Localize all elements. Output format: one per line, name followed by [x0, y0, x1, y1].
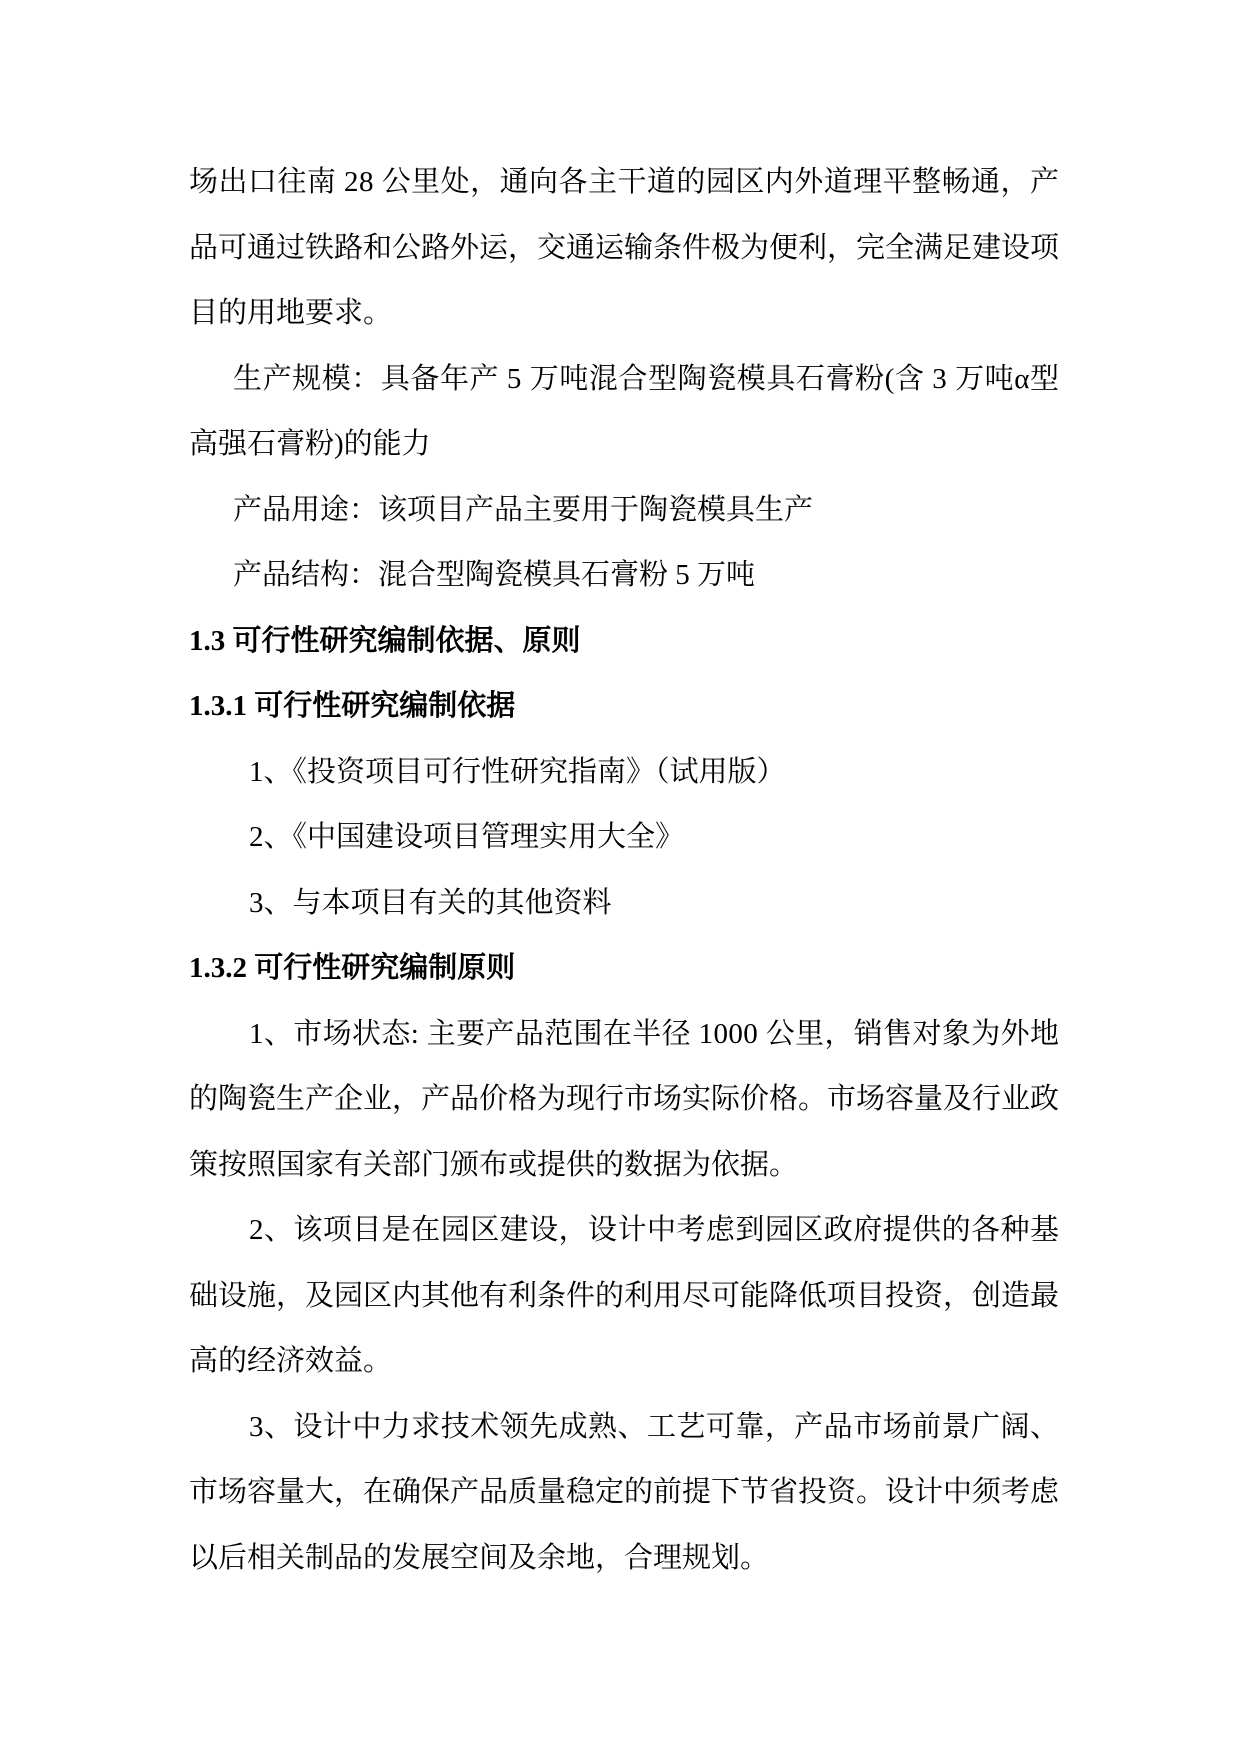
list-item	[189, 1198, 1059, 1395]
basis-list	[189, 740, 1059, 937]
list-item: 3、与本项目有关的其他资料	[249, 886, 612, 919]
paragraph-product-use: 产品用途：该项目产品主要用于陶瓷模具生产	[233, 493, 814, 526]
section-heading: 1.3 可行性研究编制依据、原则	[189, 624, 581, 657]
paragraph-site-location	[189, 150, 1059, 347]
document-body	[189, 150, 1059, 1591]
paragraph-product-structure: 产品结构：混合型陶瓷模具石膏粉 5 万吨	[233, 559, 756, 591]
text-line: 高强石膏粉)的能力	[189, 428, 431, 460]
text-line: 场出口往南 28 公里处，通向各主干道的园区内外道理平整畅通，产	[189, 166, 1060, 198]
text-line: 以后相关制品的发展空间及余地，合理规划。	[189, 1541, 770, 1574]
text-line: 1、市场状态: 主要产品范围在半径 1000 公里，销售对象为外地	[249, 1017, 1060, 1050]
text-line: 高的经济效益。	[189, 1345, 393, 1377]
text-line: 生产规模：具备年产 5 万吨混合型陶瓷模具石膏粉(含 3 万吨α型	[233, 362, 1060, 395]
text-line: 市场容量大，在确保产品质量稳定的前提下节省投资。设计中须考虑	[189, 1476, 1059, 1508]
subsection-heading: 1.3.2 可行性研究编制原则	[189, 952, 516, 984]
subsection-heading: 1.3.1 可行性研究编制依据	[189, 690, 516, 722]
text-line: 2、该项目是在园区建设，设计中考虑到园区政府提供的各种基	[249, 1214, 1060, 1246]
list-item	[189, 1395, 1059, 1592]
list-item: 2、《中国建设项目管理实用大全》	[249, 821, 685, 853]
text-line: 目的用地要求。	[189, 297, 393, 329]
paragraph-production-scale	[189, 347, 1059, 478]
text-line: 品可通过铁路和公路外运，交通运输条件极为便利，完全满足建设项	[189, 231, 1059, 264]
text-line: 策按照国家有关部门颁布或提供的数据为依据。	[189, 1148, 799, 1181]
text-line: 的陶瓷生产企业，产品价格为现行市场实际价格。市场容量及行业政	[189, 1083, 1059, 1115]
list-item	[189, 1002, 1059, 1199]
list-item: 1、《投资项目可行性研究指南》（试用版）	[249, 755, 786, 788]
text-line: 3、设计中力求技术领先成熟、工艺可靠，产品市场前景广阔、	[249, 1410, 1060, 1443]
principles-list	[189, 1002, 1059, 1592]
text-line: 础设施，及园区内其他有利条件的利用尽可能降低项目投资，创造最	[189, 1279, 1059, 1312]
